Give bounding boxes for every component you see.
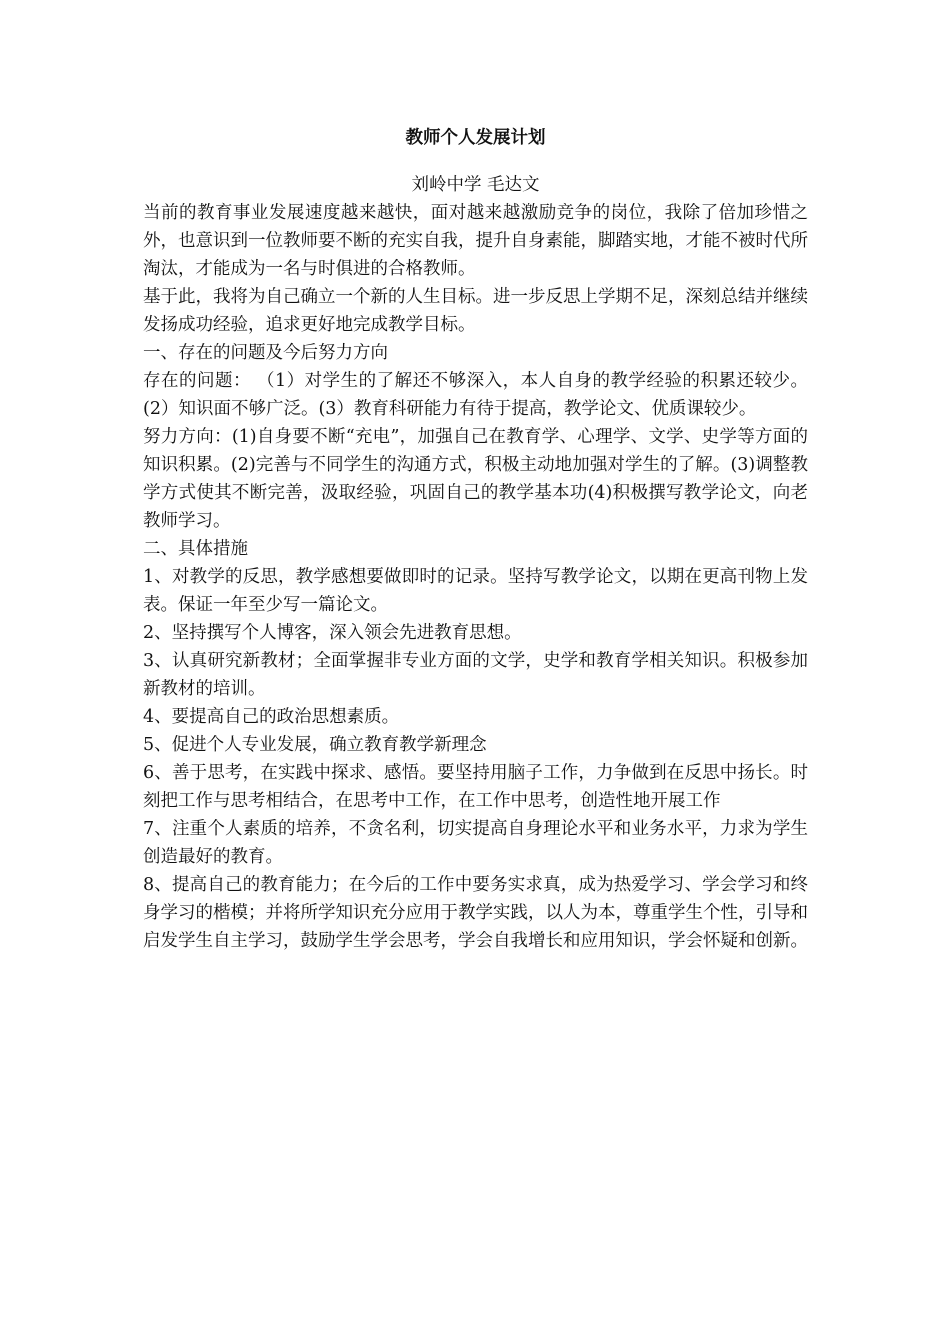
goal-paragraph: 基于此，我将为自己确立一个新的人生目标。进一步反思上学期不足，深刻总结并继续发扬成功经验，追求更好地完成教学目标。 [143, 287, 808, 335]
directions-paragraph: 努力方向：(1)自身要不断“充电”，加强自己在教育学、心理学、文学、史学等方面的知识积累。(2)完善与不同学生的沟通方式，积极主动地加强对学生的了解。(3)调整教学方式使其不断完善，汲取经验，巩固自己的教学基本功(4)积极撰写教学论文，向老教师学习。 [143, 427, 808, 531]
measure-item-4: 4、要提高自己的政治思想素质。 [143, 707, 400, 727]
measure-item-2: 2、坚持撰写个人博客，深入领会先进教育思想。 [143, 623, 522, 643]
measure-item-6: 6、善于思考，在实践中探求、感悟。要坚持用脑子工作，力争做到在反思中扬长。时刻把工作与思考相结合，在思考中工作，在工作中思考，创造性地开展工作 [143, 763, 808, 811]
intro-paragraph: 当前的教育事业发展速度越来越快，面对越来越激励竞争的岗位，我除了倍加珍惜之外，也意识到一位教师要不断的充实自我，提升自身素能，脚踏实地，才能不被时代所淘汰，才能成为一名与时俱进的合格教师。 [143, 203, 808, 279]
measure-item-7: 7、注重个人素质的培养，不贪名利，切实提高自身理论水平和业务水平，力求为学生创造最好的教育。 [143, 819, 808, 867]
problems-paragraph: 存在的问题： （1）对学生的了解还不够深入，本人自身的教学经验的积累还较少。(2）知识面不够广泛。(3）教育科研能力有待于提高，教学论文、优质课较少。 [143, 371, 808, 419]
measure-item-5: 5、促进个人专业发展，确立教育教学新理念 [143, 735, 487, 755]
document-body [143, 124, 808, 955]
section-heading-measures: 二、具体措施 [143, 539, 248, 559]
measure-item-1: 1、对教学的反思，教学感想要做即时的记录。坚持写教学论文，以期在更高刊物上发表。保证一年至少写一篇论文。 [143, 567, 808, 615]
document-title: 教师个人发展计划 [405, 128, 546, 148]
measure-item-3: 3、认真研究新教材；全面掌握非专业方面的文学，史学和教育学相关知识。积极参加新教材的培训。 [143, 651, 808, 699]
section-heading-problems: 一、存在的问题及今后努力方向 [143, 343, 388, 363]
document-author: 刘岭中学 毛达文 [411, 175, 540, 195]
measure-item-8: 8、提高自己的教育能力；在今后的工作中要务实求真，成为热爱学习、学会学习和终身学习的楷模；并将所学知识充分应用于教学实践，以人为本，尊重学生个性，引导和启发学生自主学习，鼓励学生学会思考，学会自我增长和应用知识，学会怀疑和创新。 [143, 875, 808, 951]
